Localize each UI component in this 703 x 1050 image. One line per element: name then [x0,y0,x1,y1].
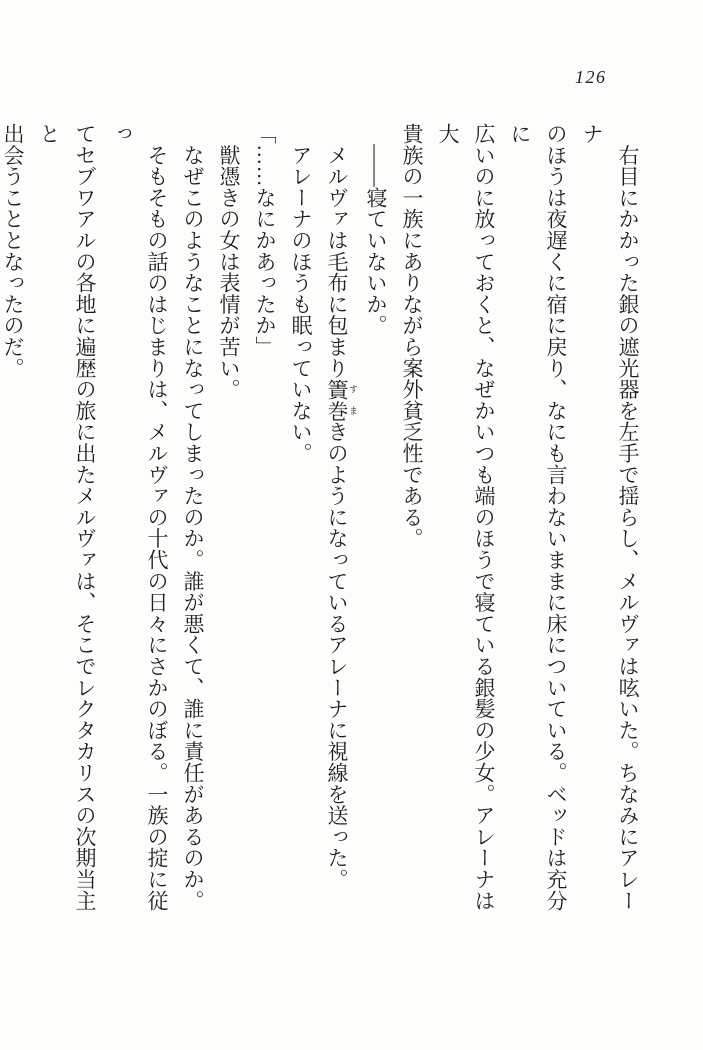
text-line-2 [502,123,574,923]
line-text: てセブワアルの各地に遍歴の旅に出たメルヴァは、そこでレクタカリスの次期当主と [37,123,97,912]
line-text: なぜこのようなことになってしまったのか。誰が悪くて、誰に責任があるのか。 [181,123,205,912]
page-number: 126 [575,67,607,87]
line-text: 獣憑きの女は表情が苦い。 [217,123,241,400]
text-line-10 [175,123,211,923]
line-text: 「……なにかあったか」 [253,123,277,358]
text-line-4 [394,123,430,923]
line-text: ――寝ていないか。 [364,123,388,336]
line-text: アレーナのほうも眠っていない。 [289,123,313,464]
ruby-base: 簀巻 [325,378,349,422]
ruby-sumaki [325,378,358,422]
line-text: メルヴァは毛布に包まり [325,123,349,379]
text-block [0,123,646,923]
line-text: のほうは夜遅くに宿に戻り、なにも言わないままに床についている。ベッドは充分に [508,123,568,912]
text-line-6 [319,123,358,923]
line-text: 広いのに放っておくと、なぜかいつも端のほうで寝ている銀髪の少女。アレーナは大 [436,123,496,912]
line-text: 貴族の一族にありながら案外貧乏性である。 [400,123,424,549]
text-line-12 [31,123,103,923]
line-text: 出会うこととなったのだ。 [1,123,25,379]
line-text: そもそもの話のはじまりは、メルヴァの十代の日々にさかのぼる。一族の掟に従っ [109,123,169,912]
line-text: きのようになっているアレーナに視線を送った。 [325,421,349,890]
text-line-1 [574,123,646,923]
text-line-5 [358,123,394,923]
text-line-8 [247,123,283,923]
ruby-text: すま [348,378,358,422]
text-line-9 [211,123,247,923]
text-line-13 [0,123,31,923]
text-line-3 [430,123,502,923]
line-text: 右目にかかった銀の遮光器を左手で揺らし、メルヴァは呟いた。ちなみにアレーナ [580,123,640,912]
text-line-7 [283,123,319,923]
text-line-11 [103,123,175,923]
